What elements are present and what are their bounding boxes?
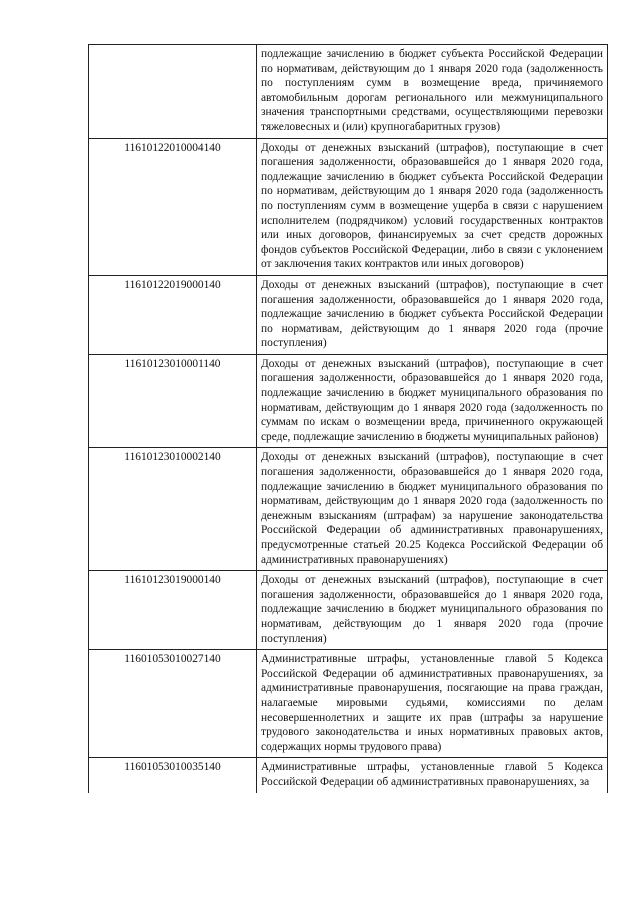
code-cell: 11610123010002140 <box>89 448 257 571</box>
description-cell: Административные штрафы, установленные главой 5 Кодекса Российской Федерации об административных правонарушениях, за административные правонарушения, посягающие на права граждан, налагаемые мировыми судьями, комиссиями по делам несовершеннолетних и защите их прав (штрафы за нарушение трудового законодательства и иных нормативных правовых актов, содержащих нормы трудового права) <box>257 650 608 758</box>
table-row <box>89 45 608 139</box>
description-cell: подлежащие зачислению в бюджет субъекта Российской Федерации по нормативам, действующим до 1 января 2020 года (задолженность по поступлениям сумм в возмещение вреда, причиняемого автомобильным дорогам регионального или межмуниципального значения транспортными средствами, осуществляющими перевозки тяжеловесных и (или) крупногабаритных грузов) <box>257 45 608 139</box>
code-cell: 11610123019000140 <box>89 571 257 650</box>
code-cell <box>89 45 257 139</box>
description-cell: Административные штрафы, установленные главой 5 Кодекса Российской Федерации об административных правонарушениях, за <box>257 758 608 793</box>
table-row <box>89 571 608 650</box>
description-cell: Доходы от денежных взысканий (штрафов), поступающие в счет погашения задолженности, образовавшейся до 1 января 2020 года, подлежащие зачислению в бюджет муниципального образования по нормативам, действующим до 1 января 2020 года (прочие поступления) <box>257 571 608 650</box>
table-row <box>89 138 608 275</box>
code-cell: 11601053010035140 <box>89 758 257 793</box>
description-cell: Доходы от денежных взысканий (штрафов), поступающие в счет погашения задолженности, образовавшейся до 1 января 2020 года, подлежащие зачислению в бюджет субъекта Российской Федерации по нормативам, действующим до 1 января 2020 года (прочие поступления) <box>257 275 608 354</box>
code-cell: 11601053010027140 <box>89 650 257 758</box>
code-cell: 11610122010004140 <box>89 138 257 275</box>
description-cell: Доходы от денежных взысканий (штрафов), поступающие в счет погашения задолженности, образовавшейся до 1 января 2020 года, подлежащие зачислению в бюджет субъекта Российской Федерации по нормативам, действующим до 1 января 2020 года (задолженность по поступлениям сумм в возмещение ущерба в связи с нарушением исполнителем (подрядчиком) условий государственных контрактов или иных договоров, финансируемых за счет средств дорожных фондов субъектов Российской Федерации, либо в связи с уклонением от заключения таких контрактов или иных договоров) <box>257 138 608 275</box>
description-cell: Доходы от денежных взысканий (штрафов), поступающие в счет погашения задолженности, образовавшейся до 1 января 2020 года, подлежащие зачислению в бюджет муниципального образования по нормативам, действующим до 1 января 2020 года (задолженность по суммам по искам о возмещении вреда, причиненного окружающей среде, подлежащие зачислению в бюджеты муниципальных районов) <box>257 354 608 448</box>
table-row <box>89 275 608 354</box>
table-row <box>89 650 608 758</box>
description-cell: Доходы от денежных взысканий (штрафов), поступающие в счет погашения задолженности, образовавшейся до 1 января 2020 года, подлежащие зачислению в бюджет муниципального образования по нормативам, действующим до 1 января 2020 года (задолженность по денежным взысканиям (штрафам) за нарушение законодательства Российской Федерации об административных правонарушениях, предусмотренные статьей 20.25 Кодекса Российской Федерации об административных правонарушениях) <box>257 448 608 571</box>
code-cell: 11610122019000140 <box>89 275 257 354</box>
budget-codes-table <box>88 44 608 793</box>
table-row <box>89 448 608 571</box>
code-cell: 11610123010001140 <box>89 354 257 448</box>
table-row <box>89 354 608 448</box>
table-row <box>89 758 608 793</box>
